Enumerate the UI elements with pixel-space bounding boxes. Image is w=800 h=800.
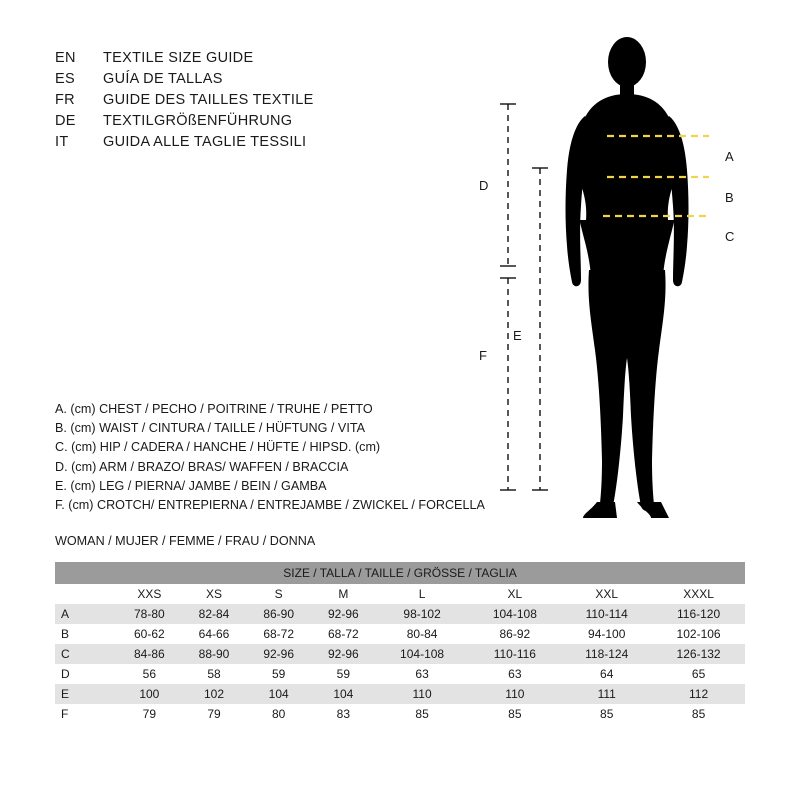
- table-header-row: [55, 584, 745, 604]
- title-lang-de: DE: [55, 113, 76, 129]
- cell-a-s: 86-90: [263, 607, 295, 621]
- title-lang-es: ES: [55, 71, 75, 87]
- column-header-s: S: [274, 587, 283, 601]
- table-caption-row: [55, 562, 745, 584]
- cell-c-xxs: 84-86: [133, 647, 165, 661]
- cell-f-xxs: 79: [142, 707, 157, 721]
- cell-a-xs: 82-84: [198, 607, 230, 621]
- title-row: [55, 50, 475, 71]
- title-text-it: GUIDA ALLE TAGLIE TESSILI: [103, 134, 307, 150]
- dimension-lines: [500, 104, 548, 490]
- cell-d-l: 63: [415, 667, 429, 681]
- cell-a-xxs: 78-80: [133, 607, 165, 621]
- dimension-label-b: B: [725, 190, 734, 205]
- female-silhouette-icon: [566, 37, 689, 518]
- cell-d-xs: 58: [207, 667, 221, 681]
- legend-line-a: A. (cm) CHEST / PECHO / POITRINE / TRUHE / PETTO: [55, 402, 373, 416]
- title-text-de: TEXTILGRÖßENFÜHRUNG: [103, 113, 293, 129]
- row-label-f: F: [61, 707, 69, 721]
- cell-a-xxxl: 116-120: [677, 607, 721, 621]
- dimension-label-a: A: [725, 149, 734, 164]
- cell-c-xl: 110-116: [493, 647, 536, 661]
- cell-b-xxxl: 102-106: [676, 627, 721, 641]
- title-row: [55, 134, 475, 155]
- column-header-l: L: [418, 587, 426, 601]
- cell-c-s: 92-96: [263, 647, 295, 661]
- title-text-es: GUÍA DE TALLAS: [103, 71, 223, 87]
- cell-c-xxxl: 126-132: [676, 647, 721, 661]
- cell-e-xxs: 100: [139, 687, 160, 701]
- cell-b-s: 68-72: [263, 627, 295, 641]
- legend-line-b: B. (cm) WAIST / CINTURA / TAILLE / HÜFTUNG / VITA: [55, 421, 365, 436]
- column-header-xl: XL: [507, 587, 523, 601]
- cell-b-m: 68-72: [328, 627, 359, 641]
- row-label-d: D: [61, 667, 70, 681]
- cell-e-s: 104: [268, 687, 289, 701]
- table-row: [55, 604, 745, 624]
- cell-c-xs: 88-90: [198, 647, 230, 661]
- cell-c-m: 92-96: [328, 647, 359, 661]
- legend-line-d: D. (cm) ARM / BRAZO/ BRAS/ WAFFEN / BRACCIA: [55, 459, 349, 474]
- cell-f-m: 83: [336, 707, 351, 721]
- cell-a-xl: 104-108: [492, 607, 537, 621]
- table-caption: SIZE / TALLA / TAILLE / GRÖSSE / TAGLIA: [283, 566, 517, 580]
- cell-f-s: 80: [272, 707, 286, 721]
- legend-line-c: C. (cm) HIP / CADERA / HANCHE / HÜFTE / HIPSD. (cm): [55, 440, 381, 455]
- cell-f-xxl: 85: [600, 707, 614, 721]
- row-label-a: A: [61, 607, 70, 621]
- cell-e-l: 110: [412, 687, 432, 701]
- cell-d-m: 59: [336, 667, 351, 681]
- title-text-en: TEXTILE SIZE GUIDE: [103, 50, 254, 66]
- title-lang-en: EN: [55, 50, 76, 66]
- table-row: [55, 664, 745, 684]
- cell-b-xxs: 60-62: [133, 627, 165, 641]
- dimension-label-d: D: [479, 178, 489, 193]
- cell-d-xxl: 64: [600, 667, 614, 681]
- column-header-blank: [55, 584, 117, 604]
- dimension-label-c: C: [725, 229, 735, 244]
- title-lang-it: IT: [55, 134, 69, 150]
- cell-d-xl: 63: [508, 667, 522, 681]
- gender-caption: WOMAN / MUJER / FEMME / FRAU / DONNA: [55, 534, 316, 548]
- cell-e-xl: 110: [505, 687, 525, 701]
- cell-f-xxxl: 85: [691, 707, 706, 721]
- table-row: [55, 624, 745, 644]
- column-header-xxs: XXS: [137, 587, 162, 601]
- column-header-xxxl: XXXL: [683, 587, 714, 601]
- title-block: [55, 50, 475, 155]
- cell-c-l: 104-108: [400, 647, 445, 661]
- cell-e-xxxl: 112: [689, 687, 709, 701]
- cell-a-xxl: 110-114: [585, 607, 628, 621]
- table-row: [55, 704, 745, 724]
- title-row: [55, 113, 475, 134]
- dimension-label-e: E: [513, 328, 522, 343]
- cell-b-l: 80-84: [406, 627, 438, 641]
- size-table: [55, 562, 745, 724]
- table-row: [55, 644, 745, 664]
- cell-b-xl: 86-92: [499, 627, 531, 641]
- dimension-label-f: F: [479, 348, 487, 363]
- cell-a-l: 98-102: [403, 607, 441, 621]
- title-text-fr: GUIDE DES TAILLES TEXTILE: [103, 92, 314, 108]
- column-header-xxl: XXL: [595, 587, 619, 601]
- column-header-xs: XS: [206, 587, 223, 601]
- cell-c-xxl: 118-124: [585, 647, 629, 661]
- cell-f-l: 85: [415, 707, 429, 721]
- cell-d-xxxl: 65: [691, 667, 706, 681]
- cell-f-xs: 79: [207, 707, 221, 721]
- cell-b-xs: 64-66: [198, 627, 230, 641]
- table-row: [55, 684, 745, 704]
- legend-line-e: E. (cm) LEG / PIERNA/ JAMBE / BEIN / GAMBA: [55, 478, 327, 493]
- cell-b-xxl: 94-100: [588, 627, 626, 641]
- cell-d-xxs: 56: [142, 667, 157, 681]
- column-header-m: M: [338, 587, 349, 601]
- legend-line-f: F. (cm) CROTCH/ ENTREPIERNA / ENTREJAMBE / ZWICKEL / FORCELLA: [55, 498, 485, 513]
- body-measurement-diagram: [455, 20, 785, 540]
- cell-f-xl: 85: [508, 707, 522, 721]
- cell-e-m: 104: [333, 687, 354, 701]
- row-label-c: C: [61, 647, 70, 661]
- title-row: [55, 92, 475, 113]
- row-label-e: E: [61, 687, 70, 701]
- cell-d-s: 59: [272, 667, 286, 681]
- cell-e-xs: 102: [203, 687, 225, 701]
- cell-e-xxl: 111: [597, 687, 616, 701]
- title-lang-fr: FR: [55, 92, 75, 108]
- cell-a-m: 92-96: [328, 607, 359, 621]
- row-label-b: B: [61, 627, 70, 641]
- title-row: [55, 71, 475, 92]
